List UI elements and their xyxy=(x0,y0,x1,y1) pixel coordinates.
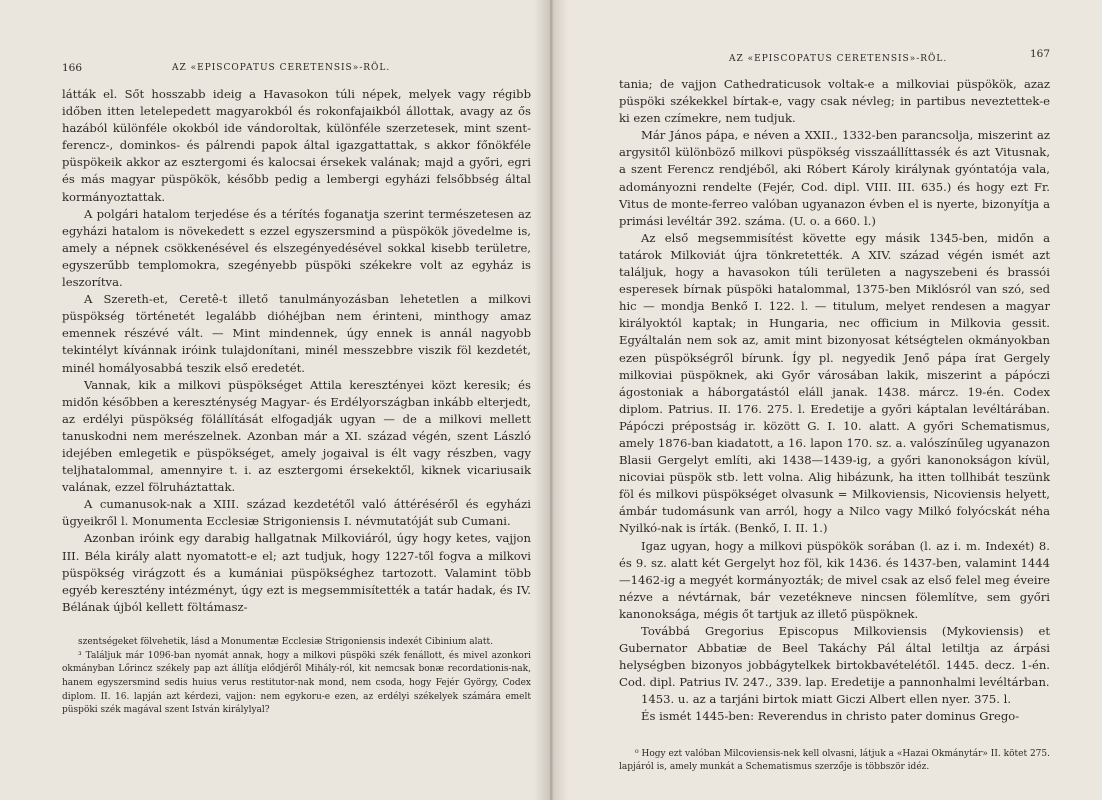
book-gutter xyxy=(534,0,568,800)
paragraph: És ismét 1445-ben: Reverendus in christo pater dominus Grego- xyxy=(641,709,1020,724)
running-head: AZ «EPISCOPATUS CERETENSIS»-RÖL. xyxy=(729,54,948,64)
paragraph: tania; de vajjon Cathedraticusok voltak-e a milkoviai püspökök, azaz püspöki székekkel bírtak-e, vagy csak névleg; in partibus neveztettek-e ki ezen czímekre, nem tudjuk. xyxy=(619,77,1050,126)
right-page xyxy=(551,0,1102,800)
footnote: ⁰ Hogy ezt valóban Milcoviensis-nek kell olvasni, látjuk a «Hazai Okmánytár» II. kötet 275. lapjáról is, amely munkát a Schematismus szerzője is többször idéz. xyxy=(619,748,1050,773)
right-page-header xyxy=(619,48,1050,66)
paragraph: Vannak, kik a milkovi püspökséget Attila keresztényei közt keresik; és midőn későbben a kereszténység Magyar- és Erdélyországban inkább elterjedt, az erdélyi püspökség fölállítását elfogadják ugyan — de a milkovi mellett tanuskodni nem merészelnek. Azonban már a XI. század végén, szent László idejében emlegetik e püspökséget, amely jogaival is élt vagy részben, vagy teljhatalommal, amennyire t. i. az esztergomi érsekektől, kiknek vicariusaik valának, ezzel fölruháztattak. xyxy=(62,377,531,495)
right-footnotes xyxy=(619,748,1050,775)
paragraph: látták el. Sőt hosszabb ideig a Havasokon túli népek, melyek vagy régibb időben itten letelepedett magyarokból és rokonfajaikból állottak, avagy az ős hazából különféle okokból ide vándoroltak, különféle szerzetesek, mint szent-ferencz-, dominkos- és pálrendi papok által igazgattattak, s akkor főnökféle püspökeik akkor az esztergomi és kalocsai érsekek valának; majd a győri, egri és más magyar püspökök, később pedig a lembergi egyházi felsőbbség által kormányoztattak. xyxy=(62,87,531,204)
paragraph: Továbbá Gregorius Episcopus Milkoviensis (Mykoviensis) et Gubernator Abbatiæ de Beel Takáchy Pál által letiltja az árpási helységben bizonyos jobbágytelkek birtokbavételétől. 1445. decz. 1-én. Cod. dipl. Patrius IV. 247., 339. lap. Eredetije a pannonhalmi levéltárban. xyxy=(619,624,1050,690)
page-number: 166 xyxy=(62,62,83,74)
left-page-body xyxy=(62,86,531,616)
right-page-body xyxy=(619,76,1050,726)
paragraph: Már János pápa, e néven a XXII., 1332-ben parancsolja, miszerint az argysitől különböző milkovi püspökség visszaállíttassék és azt Vitusnak, a szent Ferencz rendjéből, aki Róbert Károly királynak gyóntatója vala, adományozni rendelte (Fejér, Cod. dipl. VIII. III. 635.) és hogy ezt Fr. Vitus de monte-ferreo valóban ugyanazon évben el is nyerte, bizonyítja a primási levéltár 392. száma. (U. o. a 660. l.) xyxy=(619,128,1050,228)
footnote: szentségeket fölvehetik, lásd a Monumentæ Ecclesiæ Strigoniensis indexét Cibinium alatt. xyxy=(78,636,493,647)
paragraph: 1453. u. az a tarjáni birtok miatt Giczi Albert ellen nyer. 375. l. xyxy=(641,692,1012,707)
paragraph: A cumanusok-nak a XIII. század kezdetétől való áttéréséről és egyházi ügyeikről l. Monumenta Ecclesiæ Strigoniensis I. névmutatóját sub Cumani. xyxy=(62,497,531,529)
paragraph: Azonban iróink egy darabig hallgatnak Milkoviáról, úgy hogy ketes, vajjon III. Béla király alatt nyomatott-e el; azt tudjuk, hogy 1227-től fogva a milkovi püspökség virágzott és a kumániai püspökséghez tartozott. Valamint több egyéb keresztény intézményt, úgy ezt is megsemmisítették a tatár hadak, és IV. Bélának újból kellett föltámasz- xyxy=(62,531,531,614)
running-head: AZ «EPISCOPATUS CERETENSIS»-RÖL. xyxy=(172,63,391,73)
footnote: ³ Találjuk már 1096-ban nyomát annak, hogy a milkovi püspöki szék fenállott, és mivel azonkori okmányban Lőrincz székely pap azt állítja elődjéről Mihály-ról, kit nemcsak bonæ recordationis-nak, hanem egyszersmind sedis huius verus restitutor-nak mond, nem csoda, hogy Fejér György, Codex diplom. II. 16. lapján azt kérdezi, vajjon: nem egykoru-e ezen, az erdélyi székelyek számára emelt püspöki szék magával szent István királylyal? xyxy=(62,650,531,716)
left-footnotes xyxy=(62,636,531,718)
left-page-header xyxy=(62,58,531,76)
paragraph: A polgári hatalom terjedése és a térítés foganatja szerint természetesen az egyházi hatalom is növekedett s ezzel egyszersmind a püspökök jövedelme is, amely a népnek csökkenésével és elszegényedésével sokkal kisebb területre, egyszerűbb templomokra, szegényebb püspöki székekre volt az egyház is leszorítva. xyxy=(62,206,531,290)
paragraph: Igaz ugyan, hogy a milkovi püspökök sorában (l. az i. m. Indexét) 8. és 9. sz. alatt két Gergelyt hoz föl, kik 1436. és 1437-ben, valamint 1444—1462-ig a megyét kormányozták; de mivel csak az első felel meg éveire nézve a névtárnak, bár vezetékneve nincsen fölemlítve, sem győri kanonoksága, mégis őt tartjuk az illető püspöknek. xyxy=(619,538,1050,621)
page-number: 167 xyxy=(1029,48,1050,60)
paragraph: A Szereth-et, Ceretê-t illető tanulmányozásban lehetetlen a milkovi püspökség történetét legalább dióhéjban nem érinteni, minthogy amaz emennek részévé vált. — Mint mindennek, úgy ennek is annál nagyobb tekintélyt kívánnak iróink tulajdonítani, minél messzebbre viszik föl kezdetét, minél homályosabbá teszik első eredetét. xyxy=(62,292,531,375)
paragraph: Az első megsemmisítést követte egy másik 1345-ben, midőn a tatárok Milkoviát újra tönkretették. A XIV. század végén ismét azt találjuk, hogy a havasokon túli területen a nagyszebeni és brassói esperesek bírnak püspöki hatalommal, 1375-ben Miklósról van szó, sed hic — mondja Benkő I. 122. l. — titulum, melyet rendesen a magyar királyoktól kaptak; in Hungaria, nec officium in Milkovia gessit. Egyáltalán nem sok az, amit mint bizonyosat kétségtelen okmányokban ezen püspökségről bírunk. Így pl. negyedik Jenő pápa írat Gergely milkoviai püspöknek, aki Győr városában lakik, miszerint a pápóczi ágostoniak a háborgatástól eláll janak. 1438. márcz. 19-én. Codex diplom. Patrius. II. 176. 275. l. Eredetije a győri káptalan levéltárában. Pápóczi prépostság ir. között G. I. 10. alatt. A győri Schematismus, amely 1876-ban kiadatott, a 16. lapon 170. sz. a. valószínűleg ugyanazon Blasii Gergelyt említi, aki 1438—1439-ig, a győri kanonokságon kívül, nicoviai püspök stb. lett volna. Alig hibázunk, ha itten tollhibát teszünk föl és milkovi püspökséget olvasunk = Milkoviensis, Nicoviensis helyett, ámbár tudomásunk van arról, hogy a Nilco vagy Milkó folyócskát néha Nyilkó-nak is írták. (Benkő, I. II. 1.) xyxy=(619,230,1050,536)
